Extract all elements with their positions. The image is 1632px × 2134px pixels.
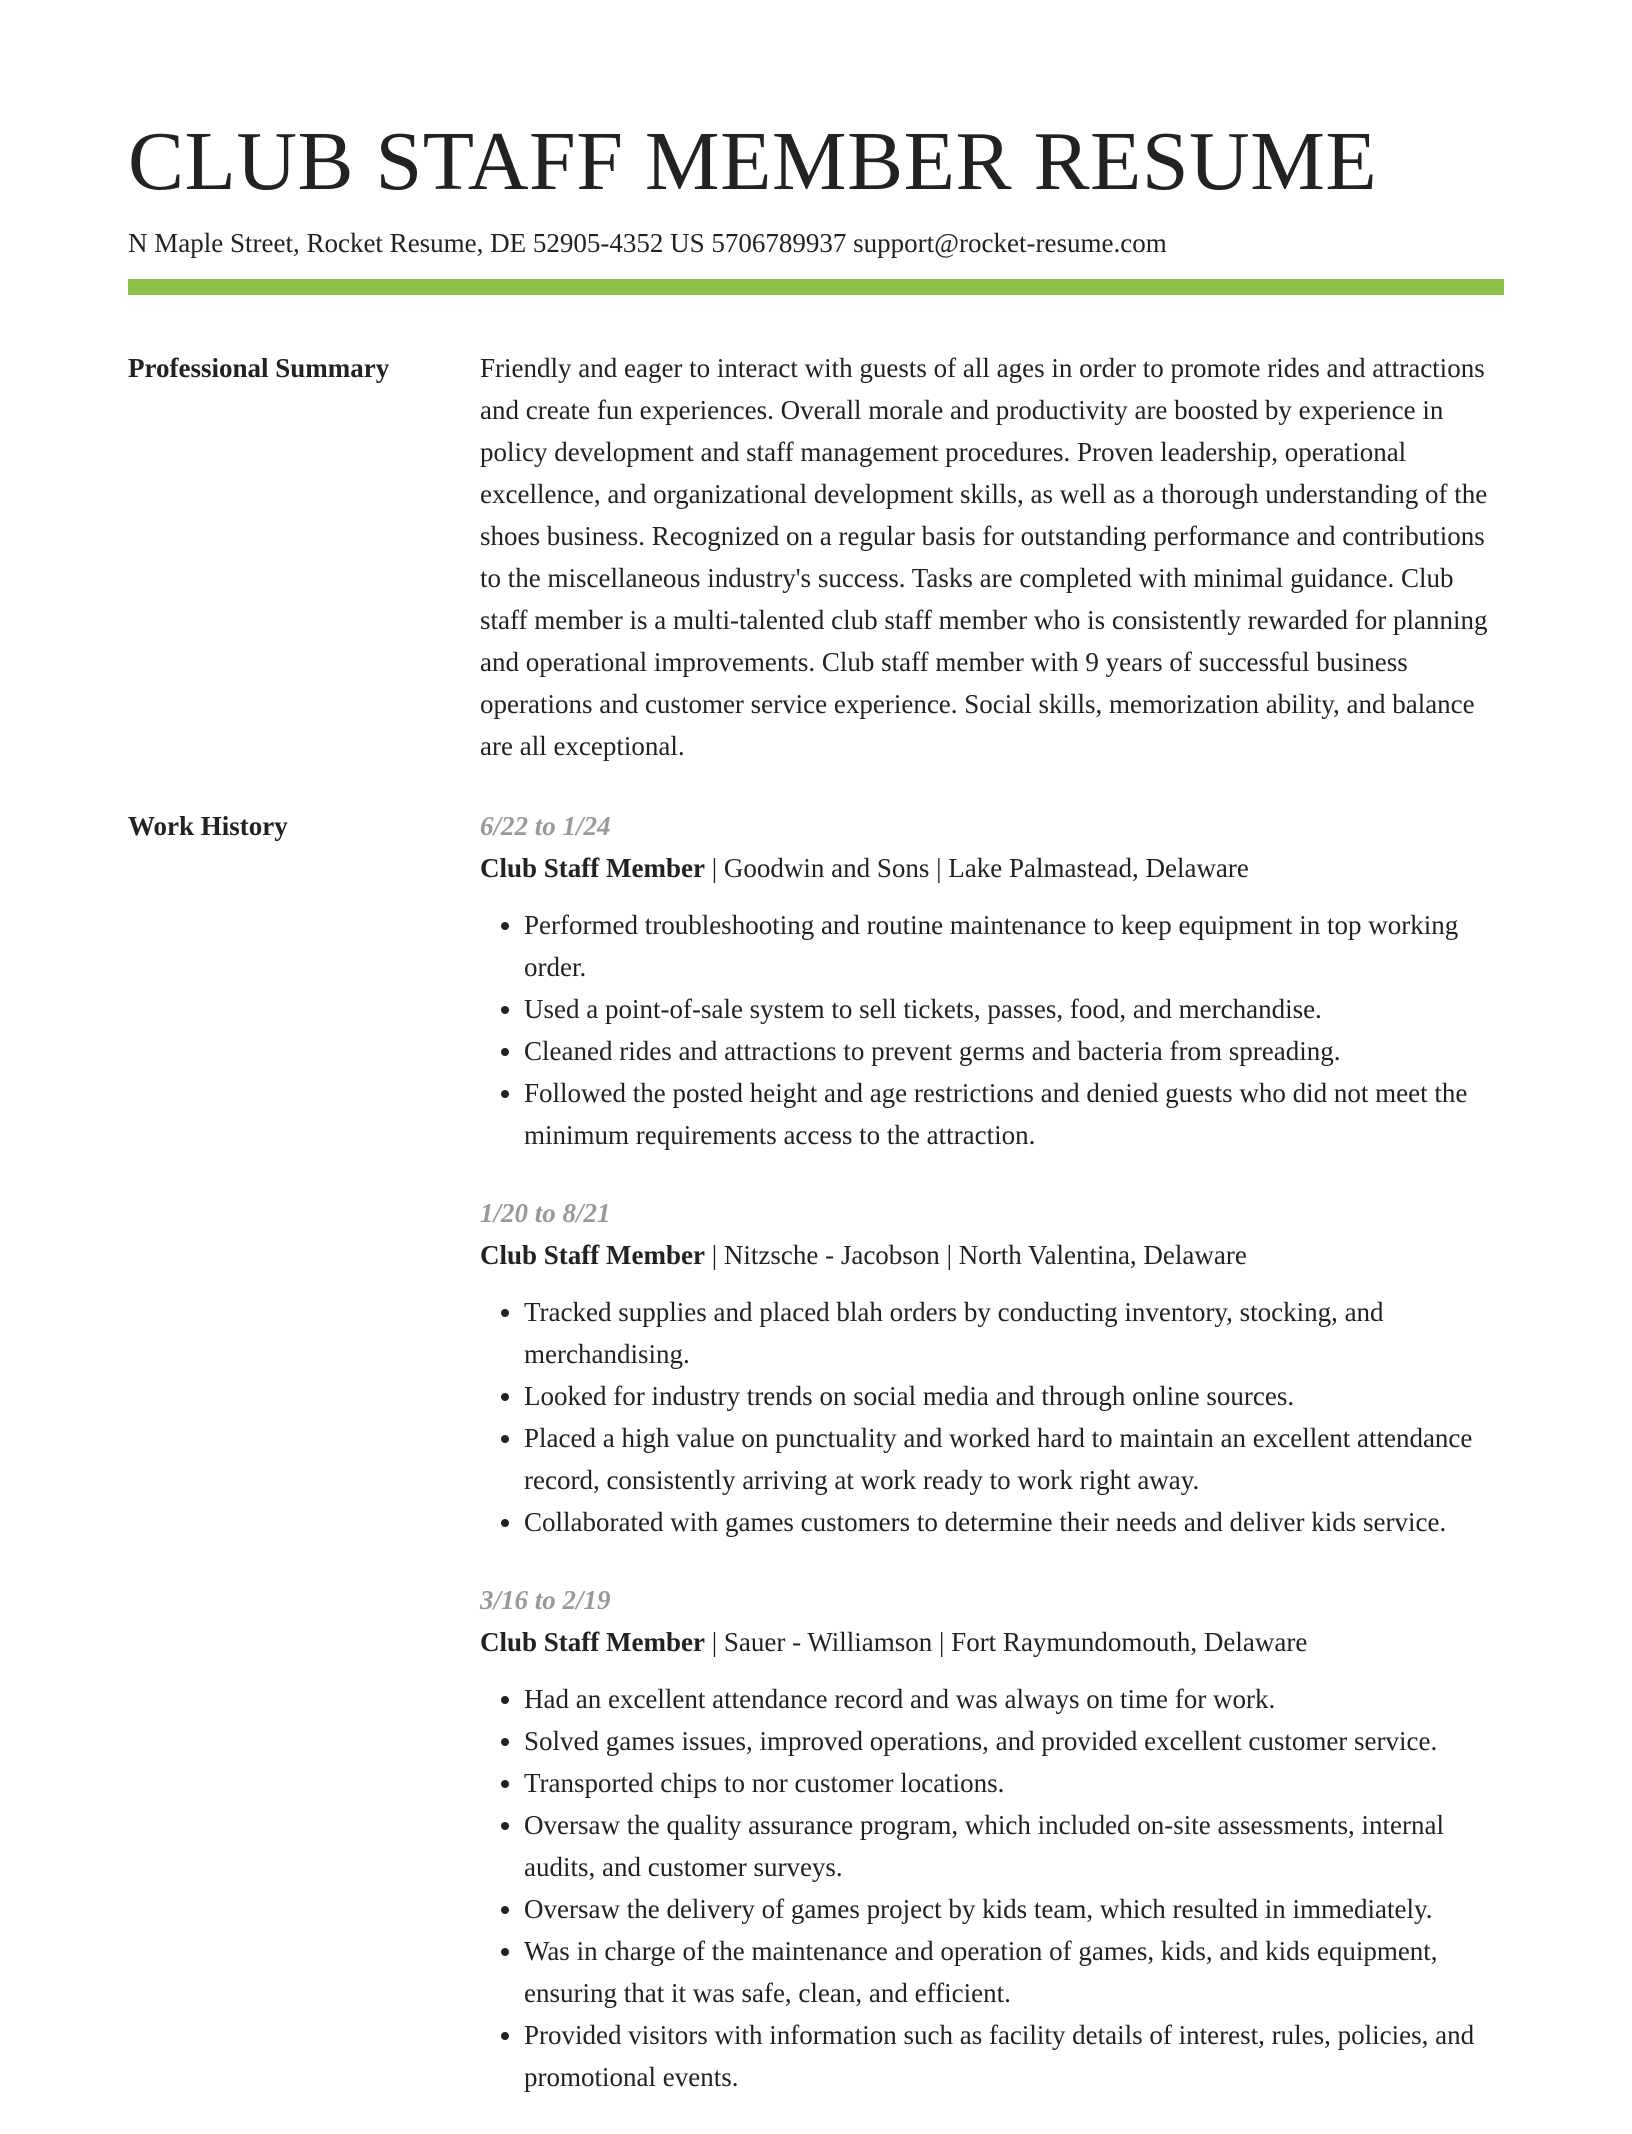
summary-text: Friendly and eager to interact with guests of all ages in order to promote rides and attractions and create fun experiences. Overall morale and productivity are boosted by experience in policy development and staff management procedures. Proven leadership, operational excellence, and organizational development skills, as well as a thorough understanding of the shoes business. Recognized on a regular basis for outstanding performance and contributions to the miscellaneous industry's success. Tasks are completed with minimal guidance. Club staff member is a multi-talented club staff member who is consistently rewarded for planning and operational improvements. Club staff member with 9 years of successful business operations and customer service experience. Social skills, memorization ability, and balance are all exceptional. [480,353,1488,762]
job-separator [705,1627,724,1657]
job-bullet-list [480,904,1504,1156]
job-dates: 6/22 to 1/24 [480,811,611,842]
job-bullet: • Solved games issues, improved operations, and provided excellent customer service. [524,1720,1504,1762]
job-company: Sauer - Williamson [723,1627,933,1658]
job-heading [480,847,1504,889]
job-dates: 1/20 to 8/21 [480,1198,611,1229]
job-bullet-list [480,1291,1504,1543]
work-history-label: Work History [128,811,288,842]
job-bullet: • Cleaned rides and attractions to prevent germs and bacteria from spreading. [524,1030,1504,1072]
summary-section [128,347,1504,767]
summary-body [480,347,1504,767]
job-bullet: • Transported chips to nor customer locations. [524,1762,1504,1804]
job-bullet: • Tracked supplies and placed blah orders by conducting inventory, stocking, and merchandising. [524,1291,1504,1375]
job-entry [480,805,1504,1156]
header-divider [128,279,1504,295]
job-bullet: • Was in charge of the maintenance and operation of games, kids, and kids equipment, ensuring that it was safe, clean, and efficient. [524,1930,1504,2014]
job-bullet: • Followed the posted height and age restrictions and denied guests who did not meet the minimum requirements access to the attraction. [524,1072,1504,1156]
job-separator [940,1240,959,1270]
contact-phone: 5706789937 [711,228,847,258]
job-bullet: • Provided visitors with information such as facility details of interest, rules, policies, and promotional events. [524,2014,1504,2098]
contact-line [128,226,1504,261]
resume-title: CLUB STAFF MEMBER RESUME [128,115,1378,208]
work-history-body [480,805,1504,2134]
work-history-section [128,805,1504,2134]
job-bullet: • Looked for industry trends on social media and through online sources. [524,1375,1504,1417]
job-company: Goodwin and Sons [723,853,930,884]
job-entry [480,1579,1504,2098]
job-bullet: • Collaborated with games customers to determine their needs and deliver kids service. [524,1501,1504,1543]
summary-label: Professional Summary [128,353,390,384]
job-bullet: • Placed a high value on punctuality and worked hard to maintain an excellent attendance record, consistently arriving at work ready to work right away. [524,1417,1504,1501]
job-separator [929,853,948,883]
job-bullet: • Used a point-of-sale system to sell tickets, passes, food, and merchandise. [524,988,1504,1030]
job-separator [705,853,724,883]
job-title: Club Staff Member [480,1240,705,1271]
job-location: North Valentina, Delaware [958,1240,1247,1271]
job-bullet: • Oversaw the quality assurance program, which included on-site assessments, internal audits, and customer surveys. [524,1804,1504,1888]
job-bullet: • Oversaw the delivery of games project by kids team, which resulted in immediately. [524,1888,1504,1930]
job-title: Club Staff Member [480,853,705,884]
job-entry [480,1192,1504,1543]
job-title: Club Staff Member [480,1627,705,1658]
job-dates: 3/16 to 2/19 [480,1585,611,1616]
job-company: Nitzsche - Jacobson [723,1240,940,1271]
job-separator [932,1627,951,1657]
contact-email: support@rocket-resume.com [853,228,1167,258]
job-location: Fort Raymundomouth, Delaware [951,1627,1308,1658]
job-bullet: • Performed troubleshooting and routine maintenance to keep equipment in top working order. [524,904,1504,988]
job-bullet-list [480,1678,1504,2098]
job-separator [705,1240,724,1270]
job-heading [480,1621,1504,1663]
job-heading [480,1234,1504,1276]
contact-address: N Maple Street, Rocket Resume, DE 52905-4352 US [128,228,705,258]
job-location: Lake Palmastead, Delaware [948,853,1249,884]
job-bullet: • Had an excellent attendance record and was always on time for work. [524,1678,1504,1720]
